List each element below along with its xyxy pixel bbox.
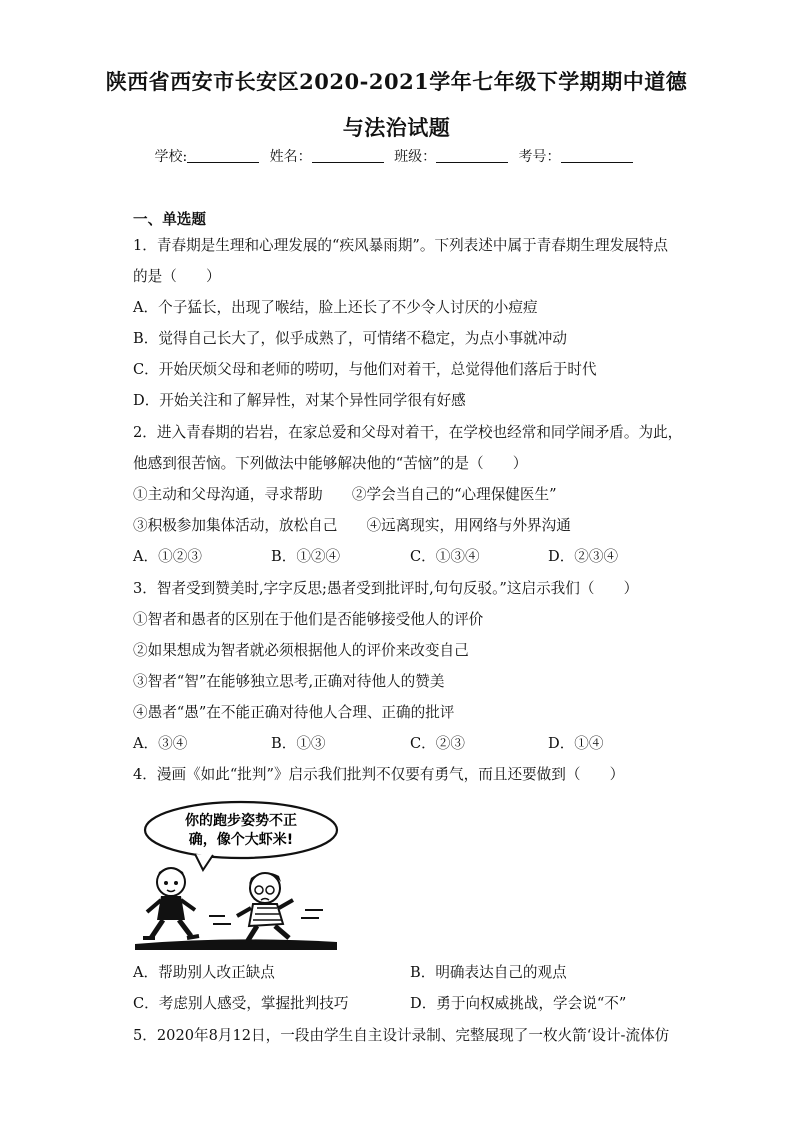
comic-image — [133, 798, 339, 950]
speech-bubble-tail — [195, 854, 213, 870]
exam-title-line1: 陕西省西安市长安区2020-2021学年七年级下学期期中道德 — [105, 69, 688, 94]
q2-option-c: C．①③④ — [410, 548, 480, 565]
q3-item-3: ③智者“智”在能够独立思考,正确对待他人的赞美 — [133, 673, 445, 690]
q3-option-c: C．②③ — [410, 735, 465, 752]
ground — [135, 939, 337, 950]
q4-option-a: A．帮助别人改正缺点 — [133, 964, 275, 981]
q2-stem-line2: 他感到很苦恼。下列做法中能够解决他的“苦恼”的是（ ） — [133, 455, 528, 472]
q5-stem: 5．2020年8月12日，一段由学生自主设计录制、完整展现了一枚火箭‘设计-流体仿 — [133, 1027, 670, 1044]
comic-text-line2: 确，像个大虾米! — [188, 832, 294, 848]
q4-option-b: B．明确表达自己的观点 — [410, 964, 567, 981]
school-blank — [187, 148, 259, 163]
q3-option-d: D．①④ — [548, 735, 604, 752]
q2-item-line2: ③积极参加集体活动，放松自己 ④远离现实，用网络与外界沟通 — [133, 517, 571, 534]
comic-text-line1: 你的跑步姿势不正 — [185, 813, 297, 829]
student-info-row — [0, 146, 793, 166]
q1-stem-line2: 的是（ ） — [133, 268, 221, 285]
q1-option-d: D．开始关注和了解异性，对某个异性同学很有好感 — [133, 392, 466, 409]
q4-option-d: D．勇于向权威挑战，学会说“不” — [410, 995, 627, 1012]
q3-stem: 3．智者受到赞美时,字字反思;愚者受到批评时,句句反驳。”这启示我们（ ） — [133, 580, 639, 597]
q1-option-c: C．开始厌烦父母和老师的唠叨，与他们对着干，总觉得他们落后于时代 — [133, 361, 597, 378]
speech-bubble — [145, 802, 337, 858]
left-runner-figure — [143, 868, 199, 938]
q4-stem: 4．漫画《如此“批判”》启示我们批判不仅要有勇气，而且还要做到（ ） — [133, 766, 625, 783]
q1-option-a: A．个子猛长，出现了喉结，脸上还长了不少令人讨厌的小痘痘 — [133, 299, 538, 316]
q1-option-b: B．觉得自己长大了，似乎成熟了，可情绪不稳定，为点小事就冲动 — [133, 330, 567, 347]
name-blank — [312, 148, 384, 163]
q2-option-a: A．①②③ — [133, 548, 202, 565]
q3-option-a: A．③④ — [133, 735, 188, 752]
class-label: 班级： — [394, 149, 437, 165]
q3-item-1: ①智者和愚者的区别在于他们是否能够接受他人的评价 — [133, 611, 484, 628]
q3-option-b: B．①③ — [271, 735, 326, 752]
class-blank — [436, 148, 508, 163]
q2-item-line1: ①主动和父母沟通，寻求帮助 ②学会当自己的“心理保健医生” — [133, 486, 557, 503]
school-label: 学校: — [154, 149, 188, 165]
exam-title-line2: 与法治试题 — [342, 115, 451, 140]
section-title: 一、单选题 — [133, 211, 206, 228]
number-label: 考号： — [518, 149, 561, 165]
q2-stem-line1: 2．进入青春期的岩岩，在家总爱和父母对着干，在学校也经常和同学闹矛盾。为此， — [133, 424, 683, 441]
q3-item-4: ④愚者“愚”在不能正确对待他人合理、正确的批评 — [133, 704, 455, 721]
q1-stem-line1: 1．青春期是生理和心理发展的“疾风暴雨期”。下列表述中属于青春期生理发展特点 — [133, 237, 668, 254]
right-runner-figure — [237, 872, 293, 942]
name-label: 姓名： — [269, 149, 312, 165]
q2-option-b: B．①②④ — [271, 548, 341, 565]
q3-item-2: ②如果想成为智者就必须根据他人的评价来改变自己 — [133, 642, 469, 659]
q2-option-d: D．②③④ — [548, 548, 619, 565]
q4-option-c: C．考虑别人感受，掌握批判技巧 — [133, 995, 349, 1012]
number-blank — [561, 148, 633, 163]
